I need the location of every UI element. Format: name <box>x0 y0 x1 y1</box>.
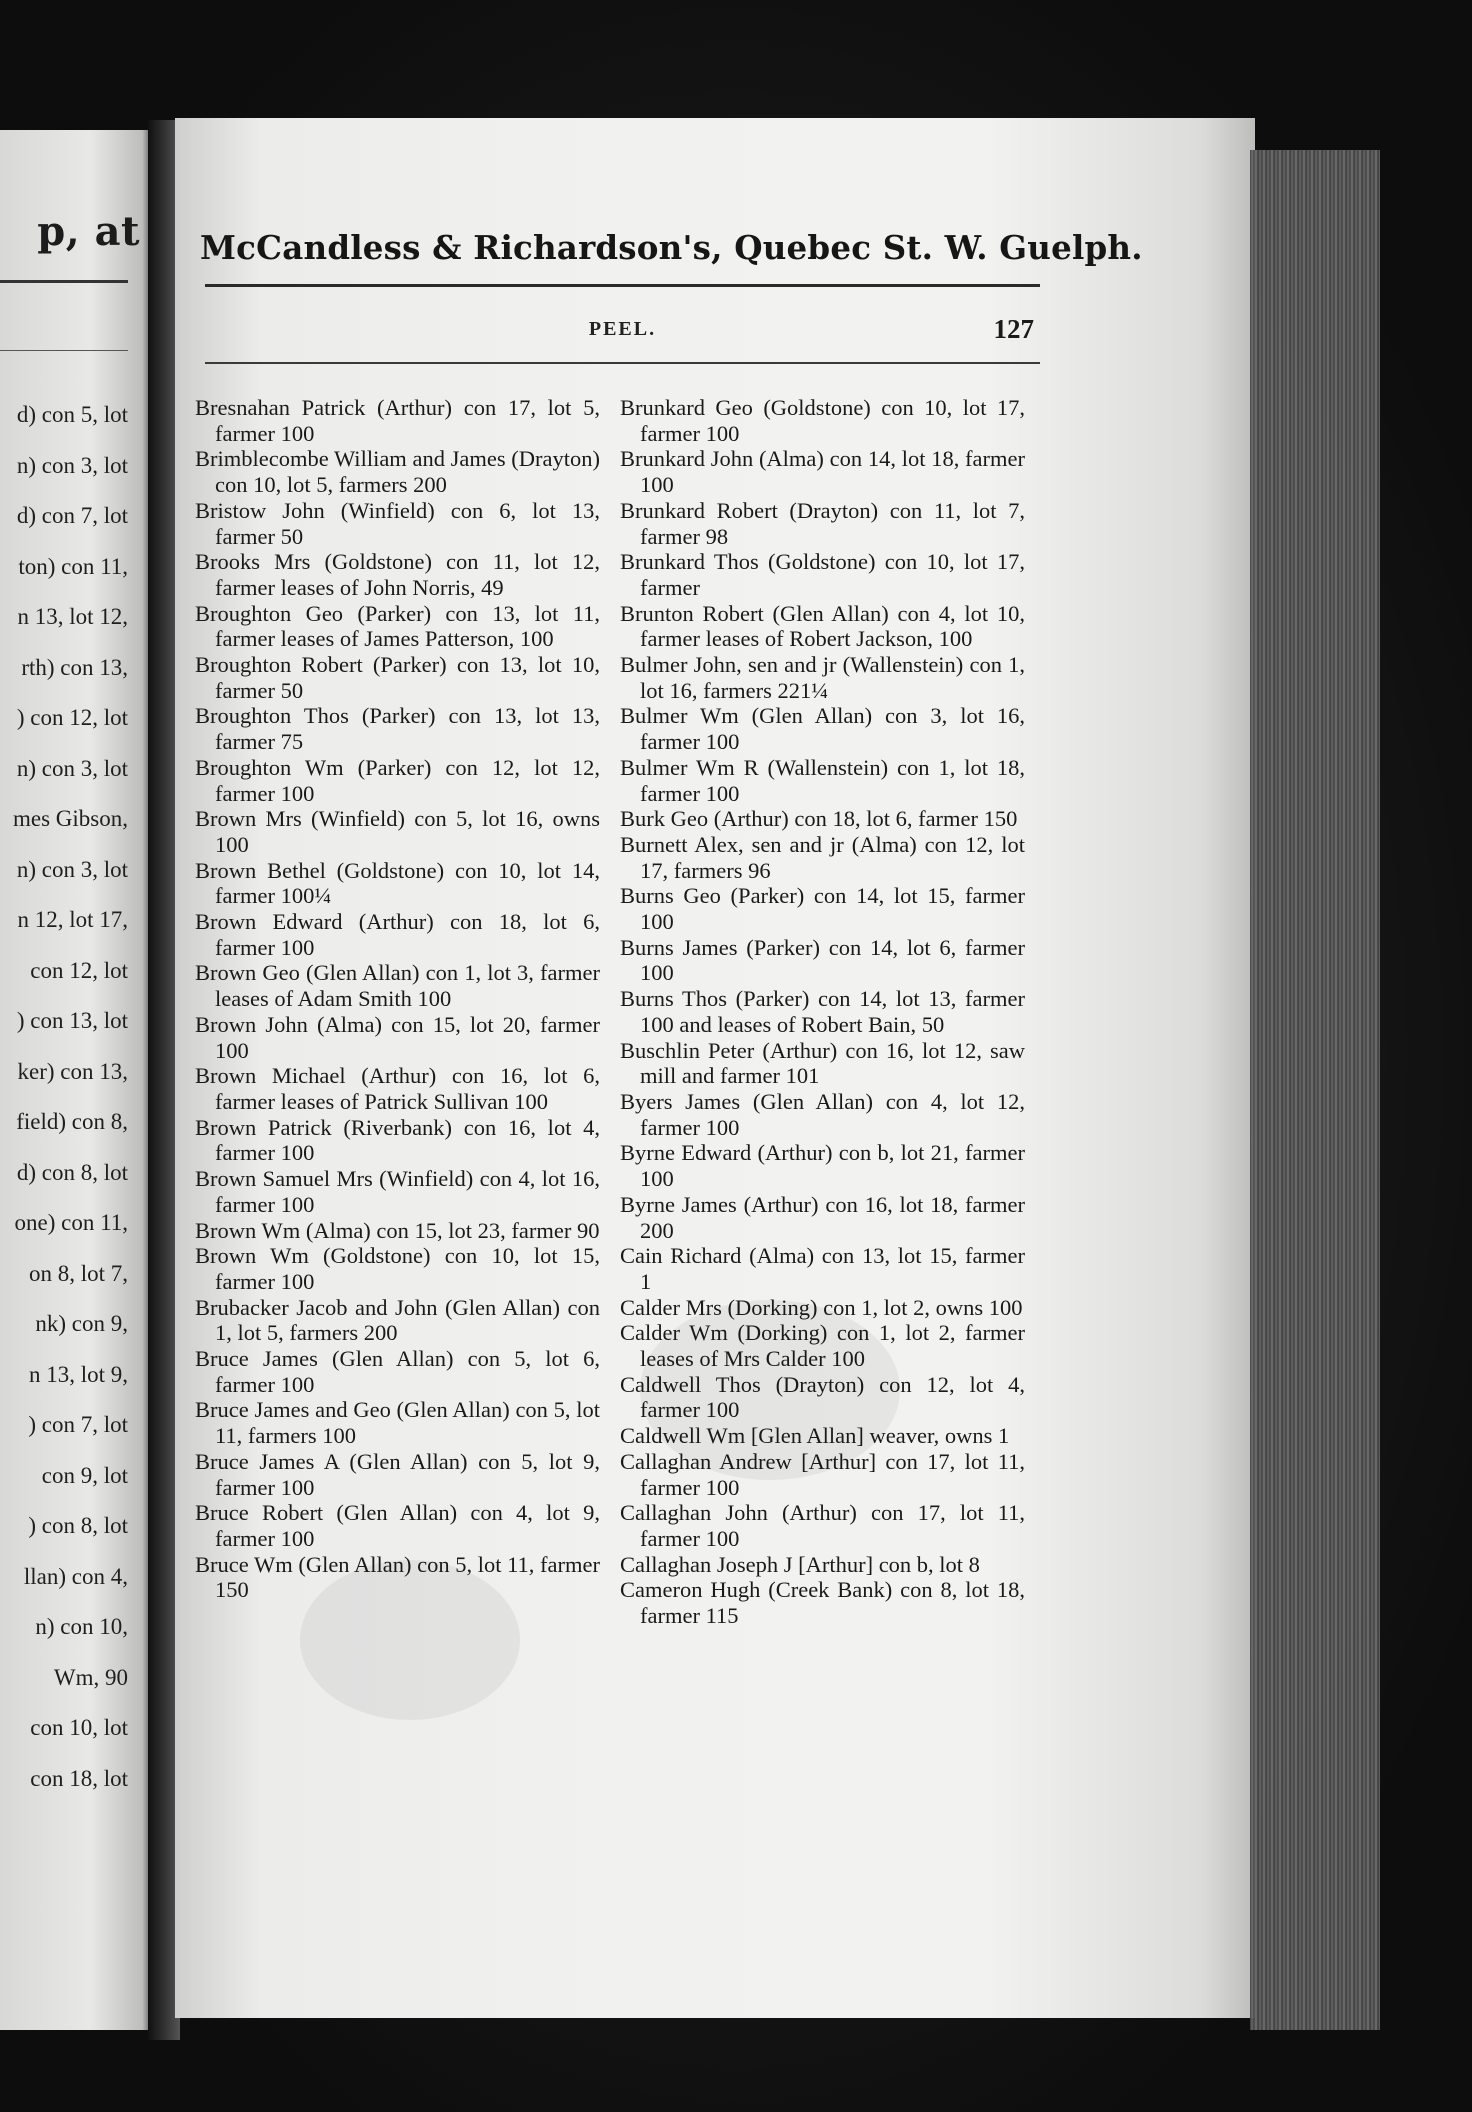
directory-entry: Burns Geo (Parker) con 14, lot 15, farmer 100 <box>620 883 1025 935</box>
directory-entry: Byrne James (Arthur) con 16, lot 18, farmer 200 <box>620 1191 1025 1243</box>
directory-entry: Bristow John (Winfield) con 6, lot 13, farmer 50 <box>195 497 600 549</box>
previous-page-line: n) con 3, lot <box>16 755 128 781</box>
previous-page-line: nk) con 9, <box>35 1311 128 1336</box>
previous-page-line: n) con 3, lot <box>16 856 128 882</box>
directory-entry: Brown Geo (Glen Allan) con 1, lot 3, farmer leases of Adam Smith 100 <box>195 960 600 1012</box>
previous-page-line: ker) con 13, <box>17 1058 128 1084</box>
page-number: 127 <box>993 314 1034 344</box>
previous-page-line: con 18, lot <box>30 1765 128 1791</box>
previous-page-rule-secondary <box>0 350 128 351</box>
directory-entry: Callaghan Joseph J [Arthur] con b, lot 8 <box>620 1551 980 1577</box>
directory-entry: Byrne Edward (Arthur) con b, lot 21, farmer 100 <box>620 1140 1025 1192</box>
previous-page-fragment <box>0 130 150 2030</box>
directory-entry: Bruce Wm (Glen Allan) con 5, lot 11, farmer 150 <box>195 1551 600 1603</box>
directory-entry: Brunkard Thos (Goldstone) con 10, lot 17, farmer <box>620 549 1025 600</box>
directory-entry: Brunton Robert (Glen Allan) con 4, lot 10, farmer leases of Robert Jackson, 100 <box>620 600 1025 652</box>
header-rule <box>205 284 1040 287</box>
directory-entry: Bulmer John, sen and jr (Wallenstein) con 1, lot 16, farmers 221¼ <box>620 652 1025 703</box>
directory-entry: Caldwell Wm [Glen Allan] weaver, owns 1 <box>620 1423 1010 1449</box>
previous-page-line: llan) con 4, <box>23 1563 128 1589</box>
previous-page-line: con 9, lot <box>41 1462 128 1488</box>
previous-page-line: ) con 7, lot <box>28 1412 128 1437</box>
directory-entry: Brown John (Alma) con 15, lot 20, farmer 100 <box>195 1011 600 1063</box>
previous-page-line: n 12, lot 17, <box>17 907 128 932</box>
previous-page-line: con 10, lot <box>30 1715 128 1740</box>
directory-entry: Callaghan John (Arthur) con 17, lot 11, farmer 100 <box>620 1500 1025 1551</box>
running-head-title: PEEL. <box>588 318 657 340</box>
directory-entry: Calder Wm (Dorking) con 1, lot 2, farmer leases of Mrs Calder 100 <box>620 1320 1025 1372</box>
previous-page-line: ) con 12, lot <box>16 705 128 730</box>
directory-entry: Calder Mrs (Dorking) con 1, lot 2, owns 100 <box>620 1294 1023 1320</box>
directory-entry: Callaghan Andrew [Arthur] con 17, lot 11, farmer 100 <box>620 1448 1025 1500</box>
running-head <box>205 314 1040 352</box>
running-head-rule <box>205 362 1040 364</box>
directory-entry: Broughton Robert (Parker) con 13, lot 10, farmer 50 <box>195 652 600 703</box>
directory-entry: Cain Richard (Alma) con 13, lot 15, farmer 1 <box>620 1243 1025 1294</box>
directory-entry: Burk Geo (Arthur) con 18, lot 6, farmer 150 <box>620 806 1018 832</box>
directory-entry: Brown Mrs (Winfield) con 5, lot 16, owns 100 <box>195 806 600 857</box>
directory-column-right <box>620 395 1025 1629</box>
directory-entry: Bulmer Wm R (Wallenstein) con 1, lot 18, farmer 100 <box>620 754 1025 806</box>
previous-page-line: d) con 7, lot <box>16 503 128 528</box>
directory-column-left <box>195 395 600 1603</box>
directory-entry: Burns Thos (Parker) con 14, lot 13, farmer 100 and leases of Robert Bain, 50 <box>620 986 1025 1037</box>
previous-page-line: d) con 5, lot <box>16 402 128 427</box>
directory-entry: Cameron Hugh (Creek Bank) con 8, lot 18, farmer 115 <box>620 1577 1025 1629</box>
previous-page-line: n) con 10, <box>35 1614 128 1639</box>
directory-entry: Brown Edward (Arthur) con 18, lot 6, farmer 100 <box>195 909 600 960</box>
previous-page-line: ) con 8, lot <box>28 1513 128 1538</box>
directory-entry: Bruce James and Geo (Glen Allan) con 5, lot 11, farmers 100 <box>195 1397 600 1449</box>
directory-entry: Bruce James A (Glen Allan) con 5, lot 9, farmer 100 <box>195 1448 600 1500</box>
directory-entry: Brown Wm (Alma) con 15, lot 23, farmer 90 <box>195 1217 600 1243</box>
previous-page-line: rth) con 13, <box>21 654 128 680</box>
directory-entry: Brown Patrick (Riverbank) con 16, lot 4, farmer 100 <box>195 1114 600 1166</box>
previous-page-line: d) con 8, lot <box>16 1159 128 1185</box>
previous-page-line: ) con 13, lot <box>16 1008 128 1033</box>
directory-entry: Brown Wm (Goldstone) con 10, lot 15, farmer 100 <box>195 1243 600 1294</box>
directory-entry: Brimblecombe William and James (Drayton) con 10, lot 5, farmers 200 <box>195 446 600 498</box>
previous-page-line: field) con 8, <box>16 1109 128 1134</box>
directory-entry: Bruce Robert (Glen Allan) con 4, lot 9, farmer 100 <box>195 1500 600 1551</box>
previous-page-line: Wm, 90 <box>53 1664 128 1690</box>
directory-entry: Broughton Thos (Parker) con 13, lot 13, farmer 75 <box>195 703 600 755</box>
directory-entry: Brown Samuel Mrs (Winfield) con 4, lot 16, farmer 100 <box>195 1166 600 1217</box>
previous-page-line: n) con 3, lot <box>16 452 128 478</box>
directory-entry: Bruce James (Glen Allan) con 5, lot 6, farmer 100 <box>195 1346 600 1397</box>
directory-entry: Brooks Mrs (Goldstone) con 11, lot 12, farmer leases of John Norris, 49 <box>195 549 600 600</box>
directory-entry: Broughton Wm (Parker) con 12, lot 12, farmer 100 <box>195 754 600 806</box>
previous-page-line: mes Gibson, <box>13 806 128 831</box>
directory-entry: Brunkard Robert (Drayton) con 11, lot 7, farmer 98 <box>620 497 1025 549</box>
previous-page-rule <box>0 280 128 283</box>
directory-entry: Buschlin Peter (Arthur) con 16, lot 12, saw mill and farmer 101 <box>620 1037 1025 1089</box>
directory-entry: Bulmer Wm (Glen Allan) con 3, lot 16, farmer 100 <box>620 703 1025 755</box>
previous-page-line: n 13, lot 9, <box>28 1361 128 1387</box>
directory-entry: Brubacker Jacob and John (Glen Allan) con 1, lot 5, farmers 200 <box>195 1294 600 1346</box>
previous-page-lines <box>0 390 128 1804</box>
directory-entry: Brown Bethel (Goldstone) con 10, lot 14, farmer 100¼ <box>195 857 600 909</box>
directory-entry: Brown Michael (Arthur) con 16, lot 6, farmer leases of Patrick Sullivan 100 <box>195 1063 600 1114</box>
book-page-edges <box>1250 150 1380 2030</box>
directory-entry: Brunkard Geo (Goldstone) con 10, lot 17, farmer 100 <box>620 395 1025 446</box>
previous-page-line: n 13, lot 12, <box>17 604 128 629</box>
directory-entry: Broughton Geo (Parker) con 13, lot 11, farmer leases of James Patterson, 100 <box>195 600 600 652</box>
directory-entry: Byers James (Glen Allan) con 4, lot 12, farmer 100 <box>620 1088 1025 1140</box>
previous-page-line: ton) con 11, <box>18 553 128 579</box>
previous-page-line: con 12, lot <box>30 957 128 983</box>
previous-page-line: on 8, lot 7, <box>28 1260 128 1286</box>
directory-entry: Bresnahan Patrick (Arthur) con 17, lot 5, farmer 100 <box>195 395 600 446</box>
previous-page-header: p, at <box>37 208 140 255</box>
directory-entry: Burns James (Parker) con 14, lot 6, farmer 100 <box>620 934 1025 986</box>
page-header-title: McCandless & Richardson's, Quebec St. W. Guelph. <box>200 228 1143 267</box>
previous-page-line: one) con 11, <box>14 1210 128 1235</box>
directory-entry: Caldwell Thos (Drayton) con 12, lot 4, farmer 100 <box>620 1371 1025 1423</box>
directory-entry: Brunkard John (Alma) con 14, lot 18, farmer 100 <box>620 446 1025 498</box>
directory-entry: Burnett Alex, sen and jr (Alma) con 12, lot 17, farmers 96 <box>620 831 1025 883</box>
